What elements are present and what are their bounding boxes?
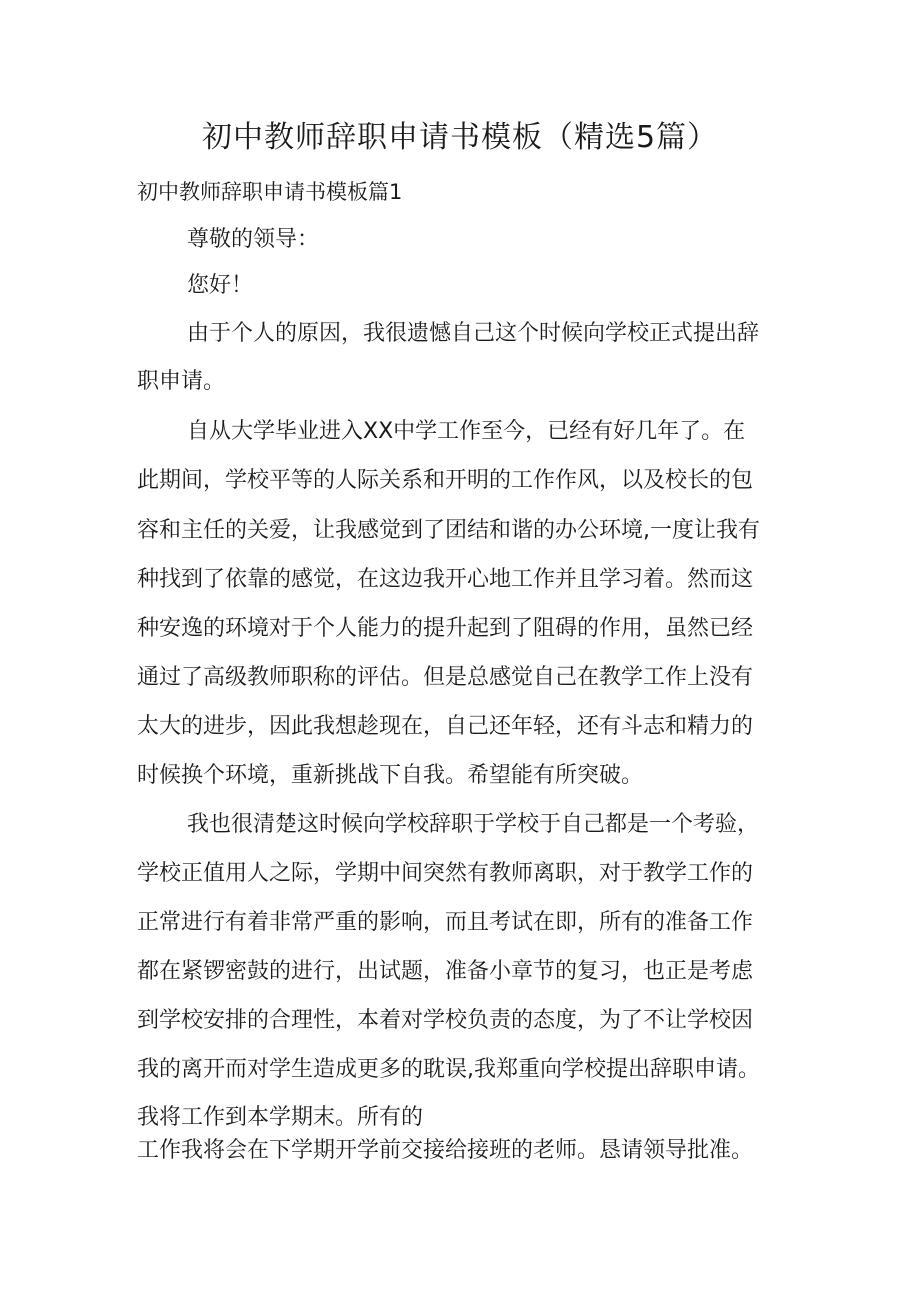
body-line: 我也很清楚这时候向学校辞职于学校于自己都是一个考验，: [187, 812, 760, 837]
greeting: 您好！: [187, 273, 254, 298]
body-line: 正常进行有着非常严重的影响，而且考试在即，所有的准备工作: [137, 910, 754, 935]
body-line: 我将工作到本学期末。所有的: [137, 1105, 424, 1130]
body-line: 容和主任的关爱，让我感觉到了团结和谐的办公环境,一度让我有: [137, 518, 760, 543]
body-line: 我的离开而对学生造成更多的耽误,我郑重向学校提出辞职申请。: [137, 1057, 760, 1082]
body-line: 都在紧锣密鼓的进行，出试题，准备小章节的复习，也正是考虑: [137, 959, 754, 984]
body-line: 通过了高级教师职称的评估。但是总感觉自己在教学工作上没有: [137, 665, 754, 690]
body-line: 太大的进步，因此我想趁现在，自己还年轻，还有斗志和精力的: [137, 714, 754, 739]
body-line: 时候换个环境，重新挑战下自我。希望能有所突破。: [137, 763, 644, 788]
salutation: 尊敬的领导：: [187, 227, 320, 252]
body-line: 自从大学毕业进入XX中学工作至今，已经有好几年了。在: [187, 419, 746, 444]
body-line: 到学校安排的合理性，本着对学校负责的态度，为了不让学校因: [137, 1008, 754, 1033]
body-line: 工作我将会在下学期开学前交接给接班的老师。恳请领导批准。: [137, 1138, 754, 1163]
body-line: 此期间，学校平等的人际关系和开明的工作作风，以及校长的包: [137, 468, 754, 493]
document-title: 初中教师辞职申请书模板（精选5篇）: [201, 120, 719, 155]
body-line: 种找到了依靠的感觉，在这边我开心地工作并且学习着。然而这: [137, 567, 754, 592]
body-line: 职申请。: [137, 369, 226, 394]
body-line: 学校正值用人之际，学期中间突然有教师离职，对于教学工作的: [137, 861, 754, 886]
section-heading: 初中教师辞职申请书模板篇1: [137, 180, 403, 204]
body-line: 种安逸的环境对于个人能力的提升起到了阻碍的作用，虽然已经: [137, 616, 754, 641]
body-line: 由于个人的原因，我很遗憾自己这个时候向学校正式提出辞: [187, 321, 760, 346]
